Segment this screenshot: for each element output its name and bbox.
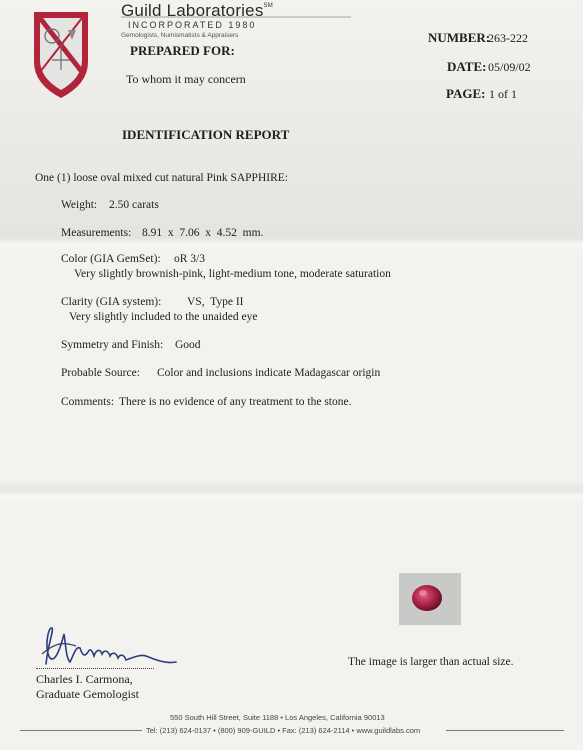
footer-contact: Tel: (213) 624-0137 • (800) 909-GUILD • Fax: (213) 624-2114 • www.guildlabs.com [146, 726, 421, 735]
clarity-description: Very slightly included to the unaided eye [69, 311, 258, 323]
clarity-value: VS, Type II [187, 296, 244, 308]
source-value: Color and inclusions indicate Madagascar origin [157, 367, 381, 379]
prepared-for-label: PREPARED FOR: [130, 43, 235, 58]
page-value: 1 of 1 [489, 87, 517, 101]
handwritten-signature [36, 624, 186, 674]
color-value: oR 3/3 [174, 253, 205, 265]
measurements-value: 8.91 x 7.06 x 4.52 mm. [142, 227, 264, 239]
footer-rule-left [20, 730, 142, 731]
incorporated-line: INCORPORATED 1980 [128, 20, 257, 30]
page-label: PAGE: [446, 86, 486, 101]
number-label: NUMBER: [428, 30, 491, 45]
guild-shield-logo [32, 10, 90, 100]
gem-image-caption: The image is larger than actual size. [348, 656, 514, 668]
company-name: Guild Laboratories℠ [121, 1, 273, 20]
date-value: 05/09/02 [488, 60, 531, 74]
weight-value: 2.50 carats [109, 199, 159, 211]
pink-sapphire-image [399, 573, 461, 625]
color-label: Color (GIA GemSet): [61, 253, 161, 265]
company-tagline: Gemologists, Numismatists & Appraisers [121, 32, 239, 39]
measurements-label: Measurements: [61, 227, 132, 239]
stone-summary: One (1) loose oval mixed cut natural Pink SAPPHIRE: [35, 172, 288, 184]
signature-line [36, 668, 154, 669]
symmetry-label: Symmetry and Finish: [61, 339, 164, 351]
signer-name: Charles I. Carmona, [36, 672, 133, 686]
footer-rule-right [446, 730, 564, 731]
comments-value: There is no evidence of any treatment to the stone. [119, 396, 352, 408]
header-rule [121, 14, 351, 20]
prepared-for-value: To whom it may concern [126, 72, 246, 86]
symmetry-value: Good [175, 339, 201, 351]
number-value: 263-222 [488, 31, 528, 45]
date-label: DATE: [447, 59, 487, 74]
color-description: Very slightly brownish-pink, light-medium tone, moderate saturation [74, 268, 391, 280]
footer-address: 550 South Hill Street, Suite 1188 • Los Angeles, California 90013 [170, 713, 385, 722]
weight-label: Weight: [61, 199, 98, 211]
signer-title: Graduate Gemologist [36, 687, 139, 701]
comments-label: Comments: [61, 396, 115, 408]
gem-photo [399, 573, 461, 625]
report-title: IDENTIFICATION REPORT [122, 127, 290, 142]
clarity-label: Clarity (GIA system): [61, 296, 162, 308]
source-label: Probable Source: [61, 367, 140, 379]
